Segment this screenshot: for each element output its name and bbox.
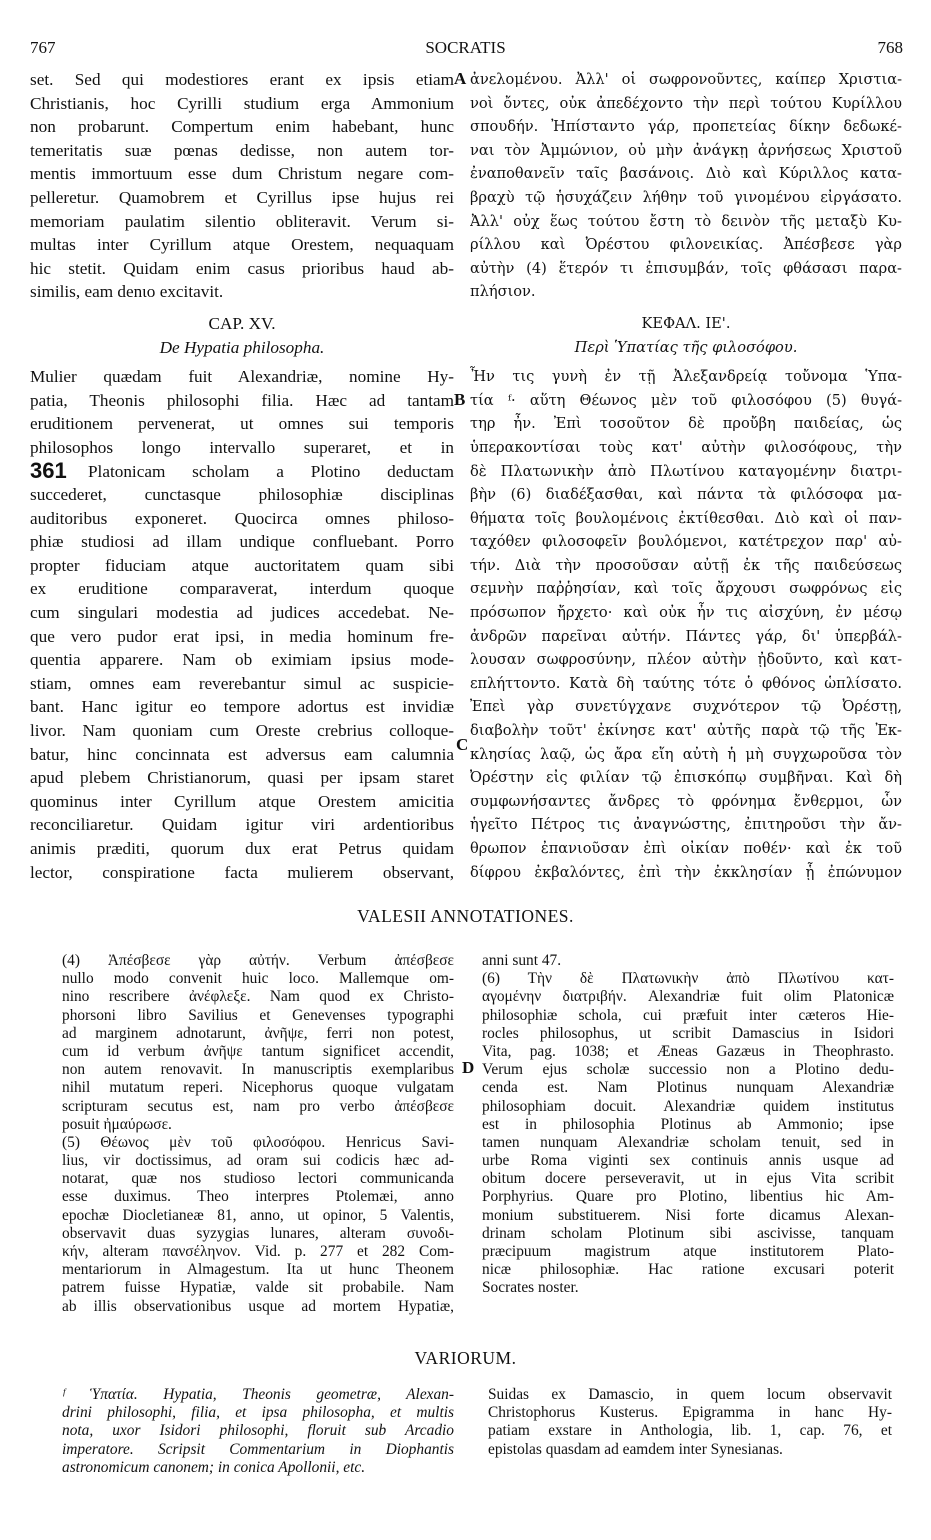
- chapter-title-greek: Περὶ Ὑπατίας τῆς φιλοσόφου.: [574, 338, 798, 356]
- greek-line: ἀνδρῶν παρεῖναι αὐτήν. Πάντες γάρ, δι' ὑπερβάλ-: [470, 627, 902, 645]
- note-line: Christophorus Kusterus. Epigramma in hanc Hy-: [488, 1404, 892, 1422]
- latin-line: propter fiduciam atque auctoritatem quam sibi: [30, 555, 454, 575]
- latin-line: stiam, omnes eam reverebantur simul ac suspicie-: [30, 673, 454, 693]
- greek-line: Ἐπεὶ γὰρ συνετύγχανε συχνότερον τῷ Ὀρέστῃ,: [470, 698, 902, 716]
- note-line: ad marginem adnotarunt, ἀνῆψε, ferri non potest,: [62, 1024, 454, 1042]
- greek-line: ρίλλου καὶ Ὀρέστου φιλονεικίας. Ἀπέσβεσε γὰρ: [470, 236, 902, 254]
- note-line: non autem renovavit. In manuscriptis exemplaribus: [62, 1061, 454, 1079]
- note-line: tamen nunquam Alexandriæ scholam tenuit, sed in: [482, 1133, 894, 1151]
- greek-line: βὴν (6) διαδέξασθαι, καὶ πάντα τὰ φιλόσοφα μα-: [470, 486, 902, 504]
- note-line: obitum docere perseveravit, ut in ejus Vita scribit: [482, 1170, 894, 1188]
- note-line: drinam scholam Plotinum sibi ascivisse, tanquam: [482, 1224, 894, 1242]
- note-line: κήν, alteram πανσέληνον. Vid. p. 277 et 282 Com-: [62, 1243, 454, 1260]
- section-heading-variorum: VARIORUM.: [414, 1348, 517, 1368]
- greek-line: σεμνὴν παῤῥησίαν, καὶ τοῖς ἄρχουσι σωφρόνως εἰς: [470, 580, 902, 598]
- note-line: drini philosophi, filia, et ipsa philosopha, et multis: [62, 1404, 454, 1422]
- latin-line: multas inter Cyrillum atque Orestem, nequaquam: [30, 235, 454, 255]
- greek-line: ἡγεῖτο Πέτρος τις ἀναγνώστης, ἐπιτηροῦσι τὴν ἄν-: [470, 816, 902, 834]
- latin-line: Christianis, hoc Cyrilli studium erga Ammonium: [30, 93, 454, 113]
- note-line: ᶠ Ὑπατία. Hypatia, Theonis geometræ, Alexan-: [62, 1386, 454, 1403]
- note-line: αγομένην διατριβήν. Alexandriæ fuit olim Platonicæ: [482, 988, 894, 1006]
- latin-line: philosophos longo intervallo superaret, et in: [30, 437, 454, 457]
- note-line: rocles philosophus, ut scribit Damascius in Isidori: [482, 1024, 894, 1042]
- note-line: ab illis observationibus usque ad mortem Hypatiæ,: [62, 1297, 454, 1315]
- note-line: Porphyrius. Quare pro Plotino, libentius hic Am-: [482, 1188, 894, 1206]
- greek-line: Ἦν τις γυνὴ ἐν τῇ Ἀλεξανδρείᾳ τοὔνομα Ὑπα-: [470, 368, 902, 386]
- note-line: astronomicum canonem; in conica Apollonii, etc.: [62, 1458, 366, 1476]
- variorum-notes-right: [488, 1386, 892, 1459]
- greek-line: πρόσωπον ἤρχετο· καὶ οὐκ ἦν τις αἰσχύνη, ἐν μέσῳ: [470, 604, 902, 622]
- latin-line: batur, hinc concinnata est adversus eam calumnia: [30, 744, 454, 764]
- latin-line: lector, conspiratione facta mulierem observant,: [30, 862, 454, 882]
- latin-line: set. Sed qui modestiores erant ex ipsis etiam: [30, 70, 454, 89]
- latin-line: mentis immortuum esse dum Christum negare com-: [30, 164, 454, 184]
- latin-line: memoriam paulatim silentio obliteravit. Verum si-: [30, 211, 454, 231]
- greek-line: ἐναποθανεῖν ταῖς βασάνοις. Διὸ καὶ Κύριλλος κατα-: [470, 165, 902, 183]
- greek-line: ταχόθεν φιλοσοφεῖν βουλόμενοι, κατέτρεχον παρ' αὐ-: [470, 533, 902, 551]
- note-line: nota, uxor Isidori philosophi, floruit sub Arcadio: [62, 1422, 454, 1440]
- note-line: Socrates noster.: [482, 1279, 579, 1297]
- valesii-notes-right: [482, 952, 894, 1298]
- chapter-title-latin: De Hypatia philosopha.: [159, 337, 325, 357]
- greek-line: ἀνελομένου. Ἀλλ' οἱ σωφρονοῦντες, καίπερ Χριστια-: [470, 71, 902, 88]
- note-line: notarat, quæ nos studioso lectori communicanda: [62, 1170, 454, 1188]
- greek-line: αὐτὴν (4) ἕτερόν τι ἐπισυμβάν, τοῖς φθάσασι παρα-: [470, 259, 902, 277]
- note-line: urbe Roma viginti sex continuis annis usque ad: [482, 1152, 894, 1170]
- greek-line: θήματα τοῖς βουλομένοις ἐκτίθεσθαι. Διὸ καὶ οἱ παν-: [470, 509, 902, 527]
- note-line: (5) Θέωνος μὲν τοῦ φιλοσόφου. Henricus Savi-: [62, 1133, 454, 1151]
- greek-line: επλήττοντο. Κατὰ δὴ ταύτης τότε ὁ φθόνος ὡπλίσατο.: [470, 674, 902, 692]
- note-line: posuit ἠμαύρωσε.: [62, 1115, 172, 1133]
- greek-line: σπουδήν. Ἠπίσταντο γάρ, προπετείας δίκην δεδωκέ-: [470, 118, 902, 136]
- note-line: epistolas quasdam ad eamdem inter Synesianas.: [488, 1440, 783, 1458]
- chapter-heading-latin: CAP. XV.: [208, 313, 276, 333]
- latin-line: phiæ studiosi ad illam undique confluebant. Porro: [30, 532, 454, 552]
- greek-line: θρωπον ἐπανιοῦσαν ἐπὶ οἰκίαν ποθέν· καὶ ἐκ τοῦ: [470, 840, 902, 857]
- note-line: mentariorum in Almagestum. Ita ut hunc Theonem: [62, 1261, 454, 1279]
- note-line: lius, vir doctissimus, ad oram sui codicis hæc ad-: [62, 1152, 454, 1170]
- greek-line: νοὶ ὄντες, οὐκ ἀπεδέχοντο τὴν περὶ τούτου Κυρίλλου: [470, 94, 902, 112]
- section-heading-valesii: VALESII ANNOTATIONES.: [357, 906, 574, 926]
- greek-line: ναι τὸν Ἀμμώνιον, οὐ μὴν ἀνάγκῃ ἀρνήσεως Χριστοῦ: [470, 141, 902, 159]
- latin-line: succederet, cunctasque philosophiæ disciplinas: [30, 485, 454, 505]
- greek-column: [470, 68, 902, 884]
- margin-letter-b: B: [454, 390, 466, 409]
- note-line: Verum ejus scholæ successio non a Plotino dedu-: [482, 1061, 894, 1079]
- latin-line: patia, Theonis philosophi filia. Hæc ad tantam: [30, 390, 454, 410]
- latin-line: eruditionem pervenerat, ut omnes sui temporis: [30, 414, 454, 434]
- greek-line: Ἀλλ' οὐχ ἕως τούτου ἔστη τὸ δεινὸν τῆς μεταξὺ Κυ-: [470, 212, 902, 230]
- note-line: epochæ Diocletianeæ 81, anno, ut opinor, 5 Valentis,: [62, 1206, 454, 1224]
- note-line: phorsoni libro Savilius et Genevenses typographi: [62, 1006, 454, 1024]
- note-line: philosophiæ schola, cui præfuit inter cæteros Hie-: [482, 1006, 894, 1024]
- latin-line: pelleretur. Quamobrem et Cyrillus ipse hujus rei: [30, 187, 454, 207]
- note-line: Suidas ex Damascio, in quem locum observavit: [488, 1386, 892, 1403]
- latin-line: reconciliaretur. Quidam igitur viri ardentioribus: [30, 815, 454, 835]
- latin-line: Mulier quædam fuit Alexandriæ, nomine Hy-: [30, 367, 454, 387]
- note-line: anni sunt 47.: [482, 952, 562, 969]
- latin-column-top: [30, 68, 454, 884]
- greek-line: δίφρου ἐκβαλόντες, ἐπὶ τὴν ἐκκλησίαν ᾗ ἐπώνυμον: [470, 863, 902, 881]
- latin-line: quentia apparere. Nam ob eximiam ipsius mode-: [30, 650, 454, 670]
- note-line: Vita, pag. 1038; et Æneas Gazæus in Theophrasto.: [482, 1042, 894, 1060]
- greek-line: τηρ ἦν. Ἐπὶ τοσοῦτον δὲ προὔβη παιδείας, ὡς: [470, 415, 902, 433]
- greek-line: δὲ Πλατωνικὴν ἀπὸ Πλωτίνου καταγομένην διατρι-: [470, 462, 902, 480]
- note-line: observavit duas syzygias lunares, alteram συνοδι-: [62, 1224, 454, 1242]
- variorum-notes-left: [62, 1386, 454, 1477]
- latin-line: non probarunt. Compertum enim habebant, hunc: [30, 117, 454, 137]
- greek-line: τήν. Διὰ τὴν προσοῦσαν αὐτῇ ἐκ τῆς παιδεύσεως: [470, 556, 902, 574]
- latin-line: bant. Hanc igitur eo tempore adortus est invidiæ: [30, 697, 454, 717]
- latin-line: ex eruditione comparaverat, interdum quoque: [30, 579, 454, 599]
- page-number-left: 767: [30, 38, 56, 57]
- latin-line: quominus inter Cyrillum atque Orestem amicitia: [30, 791, 454, 811]
- greek-line: κλησίας λαῷ, ὡς ἄρα εἴη αὐτὴ ἡ μὴ συγχωροῦσα τὸν: [470, 745, 902, 763]
- latin-line: auditoribus exponeret. Quocirca omnes philoso-: [30, 508, 454, 528]
- note-line: præcipuum magistrum atque institutorem Plato-: [482, 1243, 894, 1260]
- note-line: imperatore. Scripsit Commentarium in Diophantis: [62, 1440, 454, 1458]
- latin-line: cum singulari modestia ad judices accedebat. Ne-: [30, 603, 454, 623]
- note-line: nicæ philosophiæ. Hac ratione excusari poterit: [482, 1261, 894, 1279]
- latin-line: Platonicam scholam a Plotino deductam: [88, 461, 454, 481]
- note-line: cum id verbum ἀνῆψε tantum significet accendit,: [62, 1042, 454, 1060]
- latin-line: livor. Nam quoniam cum Oreste crebrius colloque-: [30, 721, 454, 741]
- margin-letter-a: A: [454, 69, 467, 88]
- latin-line: hic stetit. Quidam enim casus prioribus haud ab-: [30, 258, 454, 278]
- valesii-notes-left: [62, 952, 454, 1316]
- note-line: nihil mutatum reperi. Nicephorus quoque vulgatam: [62, 1079, 454, 1097]
- greek-line: βραχὺ τῷ ἡσυχάζειν λήθην τοῦ γινομένου εἰργάσατο.: [470, 188, 902, 206]
- note-line: (6) Τὴν δὲ Πλατωνικὴν ἀπὸ Πλωτίνου κατ-: [482, 970, 894, 988]
- greek-line: συμφωνήσαντες ἄνδρες τὸ φρόνημα ἔνθερμοι, ὧν: [470, 792, 902, 810]
- chapter-heading-greek: ΚΕΦΑΛ. ΙΕ'.: [641, 314, 731, 332]
- margin-letter-c: C: [456, 735, 469, 754]
- note-line: monium substituerem. Nisi forte dicamus Alexan-: [482, 1206, 894, 1224]
- margin-letter-d: D: [462, 1058, 475, 1077]
- note-line: esse duximus. Theo interpres Ptolemæi, anno: [62, 1188, 454, 1206]
- note-line: (4) Ἀπέσβεσε γὰρ αὐτήν. Verbum ἀπέσβεσε: [62, 952, 454, 969]
- page-marker-361: 361: [30, 458, 67, 483]
- note-line: patrem fuisse Hypatiæ, valde sit probabile. Nam: [62, 1279, 454, 1297]
- greek-line: τία ᶠ· αὕτη Θέωνος μὲν τοῦ φιλοσόφου (5) θυγά-: [470, 391, 902, 409]
- note-line: scripturam secutus est, nam pro verbo ἀπέσβεσε: [62, 1097, 454, 1115]
- latin-line: similis, eam denιο excitavit.: [30, 282, 224, 302]
- latin-line: apud plebem Christianorum, quasi per ipsam staret: [30, 768, 454, 788]
- running-title: SOCRATIS: [425, 38, 506, 57]
- greek-line: Ὀρέστην εἰς φιλίαν τῷ ἐπισκόπῳ συμβῆναι. Καὶ δὴ: [470, 769, 902, 787]
- note-line: patiam exstare in Anthologia, lib. 1, cap. 76, et: [488, 1422, 892, 1440]
- note-line: nullo modo convenit huic loco. Mallemque om-: [62, 970, 454, 988]
- note-line: cenda est. Nam Plotinus nunquam Alexandriæ: [482, 1079, 894, 1097]
- greek-line: διαβολὴν τοῦτ' ἐκίνησε κατ' αὐτῆς παρὰ τῷ τῆς Ἐκ-: [470, 722, 902, 740]
- note-line: philosophiam docuit. Alexandriæ quidem institutus: [482, 1097, 894, 1115]
- latin-line: animis præditi, quorum dux erat Petrus quidam: [30, 839, 454, 858]
- greek-line: ὑπερακοντίσαι τοὺς κατ' αὐτὴν φιλοσόφους, τὴν: [470, 438, 902, 456]
- page-number-right: 768: [877, 38, 903, 57]
- greek-line: λουσαν σωφροσύνην, πλέον αὐτὴν ᾐδοῦντο, καὶ κατ-: [470, 651, 902, 669]
- latin-line: temeritatis suæ pœnas dedisse, non autem tor-: [30, 140, 454, 160]
- note-line: nino rescribere ἀνέφλεξε. Nam quod ex Christo-: [62, 988, 454, 1006]
- greek-line: πλήσιον.: [470, 283, 536, 301]
- latin-line: que vero pudor erat ipsi, in media hominum fre-: [30, 626, 454, 646]
- note-line: est in philosophia Plotinus ab Ammonio; ipse: [482, 1115, 894, 1133]
